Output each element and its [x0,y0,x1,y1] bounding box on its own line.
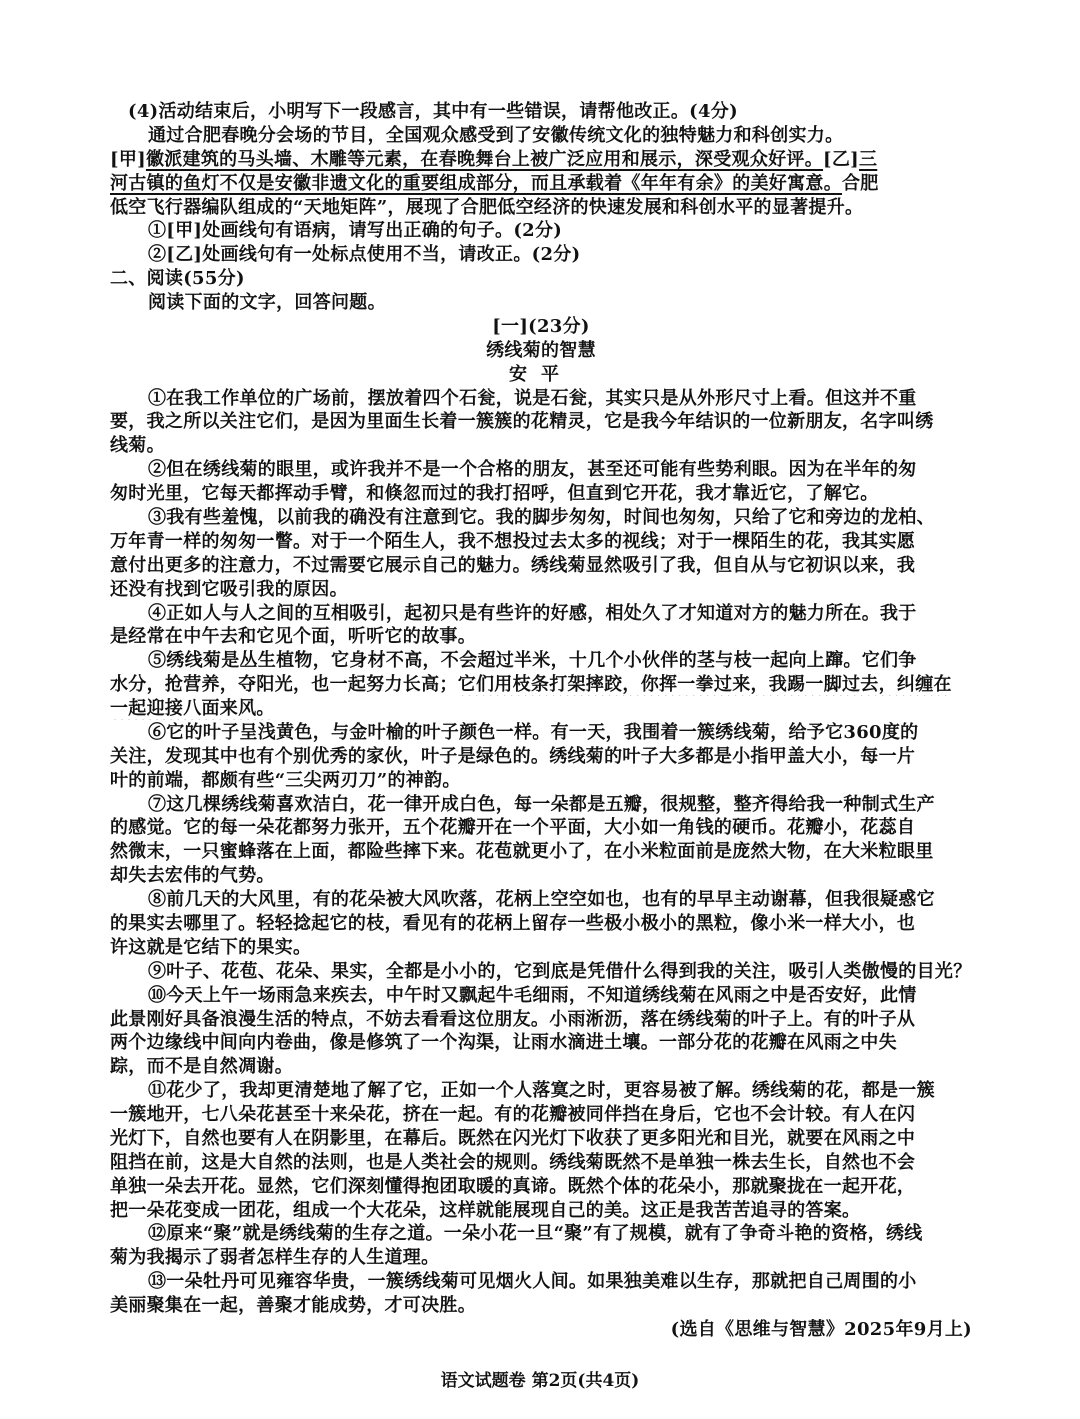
section-heading: 二、阅读(55分) [110,268,245,289]
paragraph-line: 把一朵花变成一团花，组成一个大花朵，这样就能展现自己的美。这正是我苦苦追寻的答案。 [110,1200,861,1221]
paragraph-line: 万年青一样的匆匆一瞥。对于一个陌生人，我不想投过去太多的视线；对于一棵陌生的花，我其实愿 [110,531,916,552]
paragraph-line: 是经常在中午去和它见个面，听听它的故事。 [110,626,476,647]
paragraph-line: ④正如人与人之间的互相吸引，起初只是有些许的好感，相处久了才知道对方的魅力所在。我于 [148,603,917,624]
article-author: 安平 [509,364,573,385]
yi-underlined-sentence-start: 三 [858,149,878,170]
wavy-underlined-text: 它们用枝条打架摔跤，你挥一拳过来，我踢一脚过去，纠缠在 [457,674,952,695]
source-citation: (选自《思维与智慧》2025年9月上) [670,1319,972,1340]
paragraph-line [110,673,972,696]
q4-passage-line-1: 通过合肥春晚分会场的节目，全国观众感受到了安徽传统文化的独特魅力和科创实力。 [148,125,844,146]
q4-text: 合肥 [842,173,879,194]
paragraph-line: 的感觉。它的每一朵花都努力张开，五个花瓣开在一个平面，大小如一角钱的硬币。花瓣小，花蕊自 [110,817,916,838]
paragraph-line: ②但在绣线菊的眼里，或许我并不是一个合格的朋友，甚至还可能有些势利眼。因为在半年的匆 [148,459,917,480]
paragraph-line: 的果实去哪里了。轻轻捻起它的枝，看见有的花柄上留存一些极小极小的黑粒，像小米一样大小，也 [110,913,916,934]
paragraph-line: ⑥它的叶子呈浅黄色，与金叶榆的叶子颜色一样。有一天，我围着一簇绣线菊，给予它360度的 [148,722,919,743]
paragraph-line: ⑦这几棵绣线菊喜欢洁白，花一律开成白色，每一朵都是五瓣，很规整，整齐得给我一种制式生产 [148,794,935,815]
paragraph-line: 叶的前端，都颇有些“三尖两刃刀”的神韵。 [110,770,461,791]
article-title: 绣线菊的智慧 [486,340,596,361]
paragraph-text: 水分，抢营养，夺阳光，也一起努力长高； [110,674,458,695]
page-footer: 语文试题卷 第2页(共4页) [440,1371,640,1391]
q4-passage-line-2 [110,148,972,171]
jia-underlined-sentence: 徽派建筑的马头墙、木雕等元素，在春晚舞台上被广泛应用和展示，深受观众好评。 [145,149,824,170]
yi-underlined-sentence: 河古镇的鱼灯不仅是安徽非遗文化的重要组成部分，而且承载着《年年有余》的美好寓意。 [110,173,842,194]
wavy-underlined-text-end: 一起迎接八面来风。 [110,698,275,719]
paragraph-line: ⑫原来“聚”就是绣线菊的生存之道。一朵小花一旦“聚”有了规模，就有了争奇斗艳的资格，绣线 [148,1223,923,1244]
sub-question-2: ②[乙]处画线句有一处标点使用不当，请改正。(2分) [148,244,581,265]
q4-passage-line-3 [110,172,972,195]
paragraph-line: 一簇地开，七八朵花甚至十来朵花，挤在一起。有的花瓣被同伴挡在身后，它也不会计较。有人在闪 [110,1104,916,1125]
marker-jia: [甲] [110,149,146,170]
q4-passage-line-4: 低空飞行器编队组成的“天地矩阵”，展现了合肥低空经济的快速发展和科创水平的显著提升。 [110,197,864,218]
paragraph-line: ③我有些羞愧，以前我的确没有注意到它。我的脚步匆匆，时间也匆匆，只给了它和旁边的龙柏、 [148,507,935,528]
paragraph-line: 菊为我揭示了弱者怎样生存的人生道理。 [110,1247,440,1268]
paragraph-line: 单独一朵去开花。显然，它们深刻懂得抱团取暖的真谛。既然个体的花朵小，那就聚拢在一起开花， [110,1176,916,1197]
paragraph-line: ⑧前几天的大风里，有的花朵被大风吹落，花柄上空空如也，也有的早早主动谢幕，但我很疑惑它 [148,889,935,910]
paragraph-line: 两个边缘线中间向内卷曲，像是修筑了一个沟渠，让雨水滴进土壤。一部分花的花瓣在风雨之中失 [110,1032,897,1053]
paragraph-line [110,697,972,720]
marker-yi: [乙] [823,149,859,170]
paragraph-line: 美丽聚集在一起，善聚才能成势，才可决胜。 [110,1295,476,1316]
paragraph-line: 踪，而不是自然凋谢。 [110,1056,293,1077]
paragraph-line: 要，我之所以关注它们，是因为里面生长着一簇簇的花精灵，它是我今年结识的一位新朋友，名字叫绣 [110,411,934,432]
paragraph-line: ⑪花少了，我却更清楚地了解了它，正如一个人落寞之时，更容易被了解。绣线菊的花，都是一簇 [148,1080,935,1101]
paragraph-line: 关注，发现其中也有个别优秀的家伙，叶子是绿色的。绣线菊的叶子大多都是小指甲盖大小，每一片 [110,746,916,767]
paragraph-line: 匆时光里，它每天都挥动手臂，和倏忽而过的我打招呼，但直到它开花，我才靠近它，了解它。 [110,483,879,504]
sub-question-1: ①[甲]处画线句有语病，请写出正确的句子。(2分) [148,220,563,241]
part-label: [一](23分) [492,316,590,337]
paragraph-line: 意付出更多的注意力，不过需要它展示自己的魅力。绣线菊显然吸引了我，但自从与它初识以来，我 [110,555,916,576]
paragraph-line: 却失去宏伟的气势。 [110,865,275,886]
paragraph-line: 阻挡在前，这是大自然的法则，也是人类社会的规则。绣线菊既然不是单独一株去生长，自然也不会 [110,1152,916,1173]
question-4-stem: (4)活动结束后，小明写下一段感言，其中有一些错误，请帮他改正。(4分) [128,101,738,122]
paragraph-line: ⑤绣线菊是丛生植物，它身材不高，不会超过半米，十几个小伙伴的茎与枝一起向上蹿。它们争 [148,650,917,671]
paragraph-line: ⑩今天上午一场雨急来疾去，中午时又飘起牛毛细雨，不知道绣线菊在风雨之中是否安好，此情 [148,985,917,1006]
paragraph-line: 线菊。 [110,435,165,456]
reading-instruction: 阅读下面的文字，回答问题。 [148,292,386,313]
paragraph-line: ①在我工作单位的广场前，摆放着四个石瓮，说是石瓮，其实只是从外形尺寸上看。但这并不重 [148,388,917,409]
paragraph-line: 光灯下，自然也要有人在阴影里，在幕后。既然在闪光灯下收获了更多阳光和目光，就要在风雨之中 [110,1128,916,1149]
paragraph-line: 许这就是它结下的果实。 [110,937,312,958]
paragraph-line: 然微末，一只蜜蜂落在上面，都险些摔下来。花苞就更小了，在小米粒面前是庞然大物，在大米粒眼里 [110,841,934,862]
paragraph-line: ⑨叶子、花苞、花朵、果实，全都是小小的，它到底是凭借什么得到我的关注，吸引人类傲慢的目光？ [148,961,972,982]
paragraph-line: ⑬一朵牡丹可见雍容华贵，一簇绣线菊可见烟火人间。如果独美难以生存，那就把自己周围的小 [148,1271,917,1292]
paragraph-line: 此景刚好具备浪漫生活的特点，不妨去看看这位朋友。小雨淅沥，落在绣线菊的叶子上。有的叶子从 [110,1009,916,1030]
paragraph-line: 还没有找到它吸引我的原因。 [110,579,348,600]
